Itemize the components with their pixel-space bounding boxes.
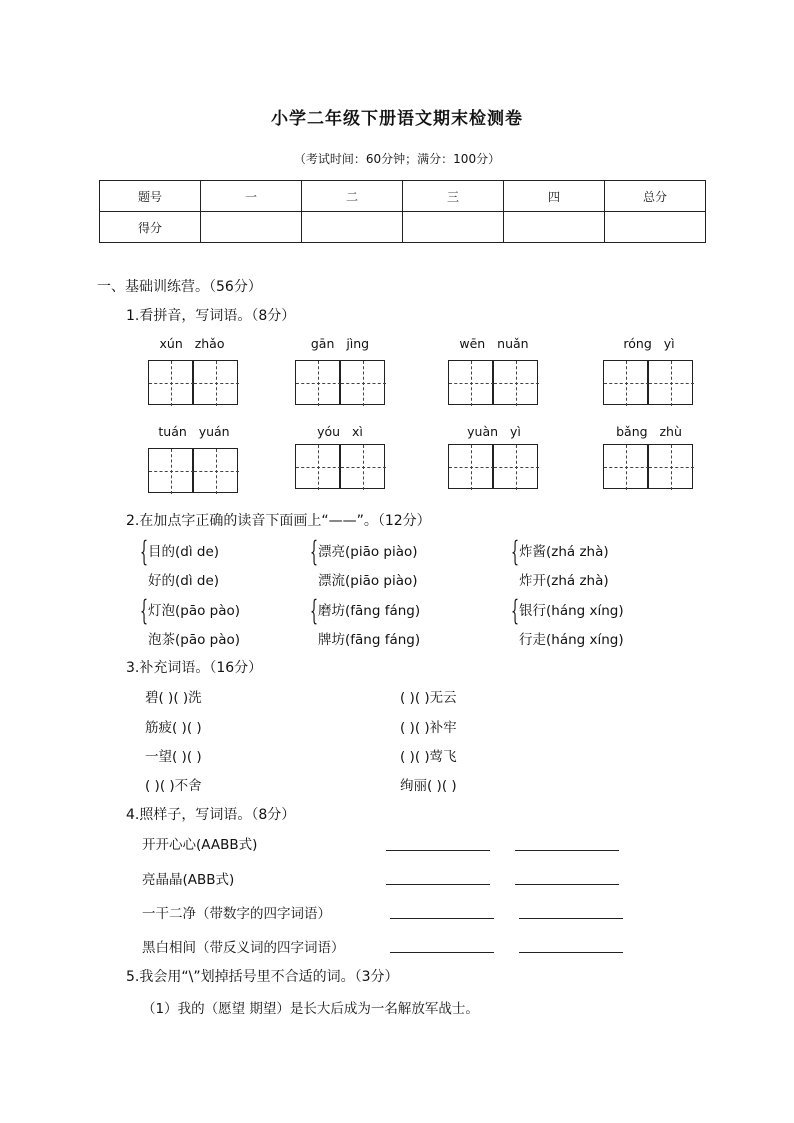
writing-box[interactable]: [603, 444, 648, 489]
example-word: 一干二净（带数字的四字词语）: [142, 906, 331, 922]
fill-blank-item[interactable]: 筋疲( )( ): [145, 720, 202, 736]
reading-option: 灯泡(pāo pào): [148, 603, 241, 619]
pinyin-syllable: zhǎo: [194, 336, 225, 351]
fill-blank-item[interactable]: ( )( )补牢: [400, 720, 457, 736]
writing-box[interactable]: [193, 360, 238, 405]
pinyin-syllable: xì: [352, 424, 363, 439]
score-table-header-row: [100, 181, 706, 212]
table-cell: 三: [403, 181, 504, 212]
question-title: 1.看拼音，写词语。（8分）: [126, 308, 296, 324]
answer-line[interactable]: [386, 884, 490, 885]
pinyin-label: [294, 424, 386, 439]
pinyin-syllable: wēn: [459, 336, 486, 351]
writing-box[interactable]: [340, 360, 385, 405]
writing-box[interactable]: [448, 444, 493, 489]
fill-blank-item[interactable]: ( )( )不舍: [145, 778, 202, 794]
score-input-cell[interactable]: [605, 212, 706, 243]
pinyin-syllable: yóu: [317, 424, 341, 439]
writing-box[interactable]: [648, 444, 693, 489]
writing-box[interactable]: [448, 360, 493, 405]
table-cell: 总分: [605, 181, 706, 212]
example-word: 开开心心(AABB式): [142, 837, 258, 853]
section-title: 一、基础训练营。（56分）: [97, 279, 262, 295]
pinyin-syllable: xún: [159, 336, 183, 351]
table-cell: 二: [302, 181, 403, 212]
example-word: 黑白相间（带反义词的四字词语）: [142, 940, 345, 956]
pinyin-syllable: bǎng: [616, 424, 648, 439]
answer-line[interactable]: [519, 952, 623, 953]
fill-blank-item[interactable]: ( )( )莺飞: [400, 749, 457, 765]
answer-line[interactable]: [515, 850, 619, 851]
writing-box[interactable]: [148, 360, 193, 405]
brace-mark: {: [511, 535, 520, 568]
writing-box[interactable]: [148, 448, 193, 493]
pinyin-syllable: yuán: [198, 424, 230, 439]
table-cell: 得分: [100, 212, 201, 243]
pinyin-label: [448, 336, 540, 351]
reading-option: 漂流(piāo piào): [318, 573, 418, 589]
reading-option: 漂亮(piāo piào): [318, 544, 418, 560]
reading-option: 行走(háng xíng): [519, 632, 624, 648]
writing-box[interactable]: [603, 360, 648, 405]
question-title: 3.补充词语。（16分）: [126, 660, 263, 676]
reading-option: 磨坊(fāng fáng): [318, 603, 421, 619]
brace-mark: {: [140, 535, 149, 568]
answer-line[interactable]: [390, 952, 494, 953]
pinyin-syllable: yuàn: [467, 424, 499, 439]
page-title: 小学二年级下册语文期末检测卷: [271, 109, 523, 129]
writing-box[interactable]: [340, 444, 385, 489]
pinyin-label: [294, 336, 386, 351]
answer-line[interactable]: [390, 918, 494, 919]
score-input-cell[interactable]: [504, 212, 605, 243]
writing-box[interactable]: [295, 360, 340, 405]
pinyin-syllable: nuǎn: [497, 336, 529, 351]
writing-box[interactable]: [493, 360, 538, 405]
answer-line[interactable]: [515, 884, 619, 885]
pinyin-label: [146, 336, 238, 351]
reading-option: 泡茶(pāo pào): [148, 632, 241, 648]
answer-line[interactable]: [386, 850, 490, 851]
pinyin-label: [448, 424, 540, 439]
score-input-cell[interactable]: [201, 212, 302, 243]
example-word: 亮晶晶(ABB式): [142, 872, 235, 888]
answer-line[interactable]: [519, 918, 623, 919]
reading-option: 银行(háng xíng): [519, 603, 624, 619]
brace-mark: {: [310, 594, 319, 627]
pinyin-label: [603, 336, 695, 351]
reading-option: 炸开(zhá zhà): [519, 573, 609, 589]
brace-mark: {: [310, 535, 319, 568]
reading-option: 目的(dì de): [148, 544, 220, 560]
pinyin-syllable: róng: [623, 336, 652, 351]
sentence-item[interactable]: （1）我的（愿望 期望）是长大后成为一名解放军战士。: [142, 1001, 479, 1017]
brace-mark: {: [511, 594, 520, 627]
question-title: 4.照样子，写词语。（8分）: [126, 807, 296, 823]
reading-option: 好的(dì de): [148, 573, 220, 589]
pinyin-label: [603, 424, 695, 439]
table-cell: 四: [504, 181, 605, 212]
pinyin-syllable: gān: [310, 336, 335, 351]
table-cell: 题号: [100, 181, 201, 212]
score-table-score-row: [100, 212, 706, 243]
fill-blank-item[interactable]: 一望( )( ): [145, 749, 202, 765]
writing-box[interactable]: [295, 444, 340, 489]
brace-mark: {: [140, 594, 149, 627]
reading-option: 炸酱(zhá zhà): [519, 544, 609, 560]
pinyin-syllable: jìng: [346, 336, 370, 351]
fill-blank-item[interactable]: ( )( )无云: [400, 690, 457, 706]
pinyin-syllable: yì: [663, 336, 675, 351]
score-table: [99, 180, 706, 243]
writing-box[interactable]: [193, 448, 238, 493]
pinyin-syllable: yì: [509, 424, 521, 439]
fill-blank-item[interactable]: 碧( )( )洗: [145, 690, 202, 706]
question-title: 2.在加点字正确的读音下面画上“——”。（12分）: [126, 513, 431, 529]
reading-option: 牌坊(fāng fáng): [318, 632, 421, 648]
pinyin-syllable: tuán: [158, 424, 187, 439]
writing-box[interactable]: [493, 444, 538, 489]
exam-info: （考试时间：60分钟；满分：100分）: [293, 152, 501, 166]
pinyin-label: [148, 424, 240, 439]
question-title: 5.我会用“\”划掉括号里不合适的词。（3分）: [126, 969, 399, 985]
pinyin-syllable: zhù: [659, 424, 682, 439]
writing-box[interactable]: [648, 360, 693, 405]
score-input-cell[interactable]: [403, 212, 504, 243]
fill-blank-item[interactable]: 绚丽( )( ): [400, 778, 457, 794]
table-cell: 一: [201, 181, 302, 212]
score-input-cell[interactable]: [302, 212, 403, 243]
